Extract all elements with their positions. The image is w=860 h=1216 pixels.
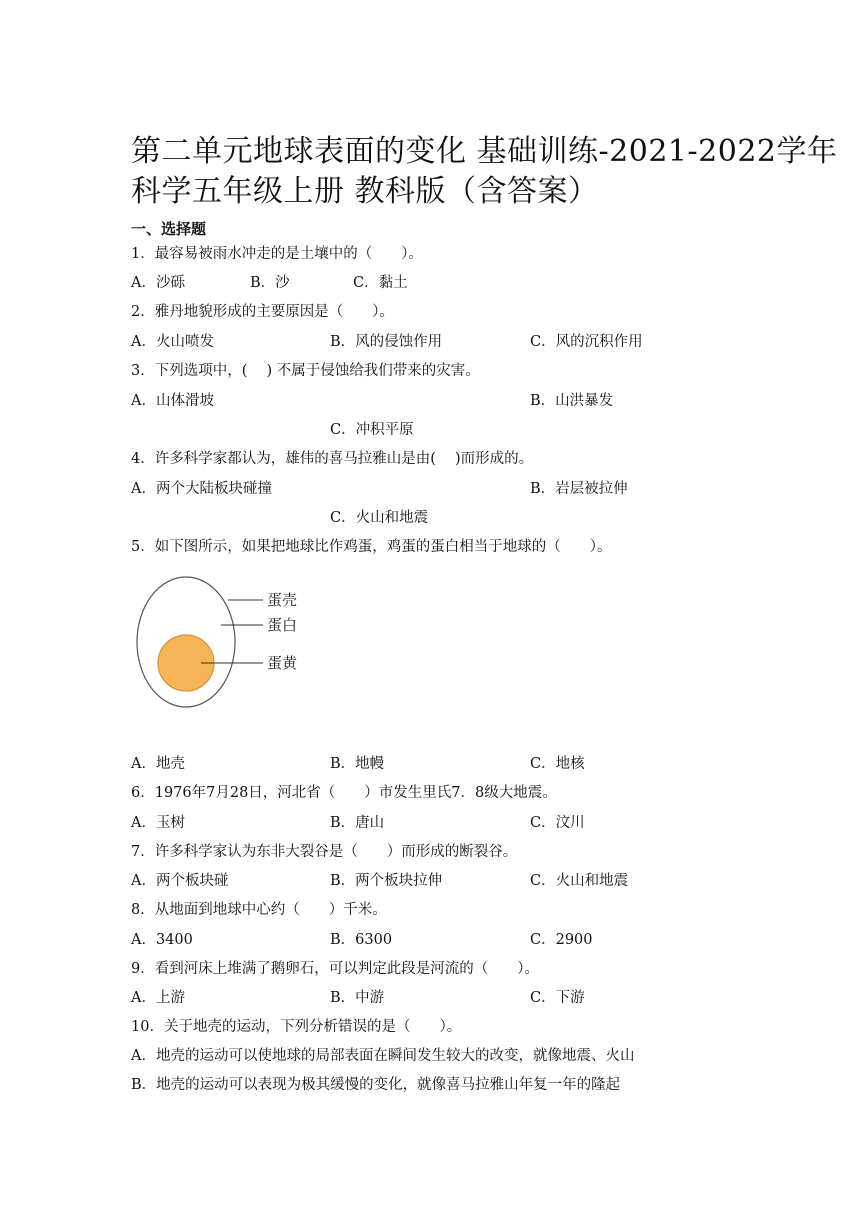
question-3-stem: 3．下列选项中，( ) 不属于侵蚀给我们带来的灾害。 xyxy=(131,363,480,379)
question-6-option-b: B．唐山 xyxy=(330,815,385,831)
question-5-option-c: C．地核 xyxy=(530,756,585,772)
egg-label-white: 蛋白 xyxy=(267,616,298,634)
question-8-option-a: A．3400 xyxy=(131,932,193,948)
question-3-option-b: B．山洪暴发 xyxy=(530,393,614,409)
question-7-stem: 7．许多科学家认为东非大裂谷是（ ）而形成的断裂谷。 xyxy=(131,844,518,860)
question-3-option-a: A．山体滑坡 xyxy=(131,393,214,409)
document-title-line-2: 科学五年级上册 教科版（含答案） xyxy=(131,174,599,209)
question-4-stem: 4．许多科学家都认为，雄伟的喜马拉雅山是由( )而形成的。 xyxy=(131,451,534,467)
egg-structure-diagram xyxy=(131,572,311,712)
question-8-option-b: B．6300 xyxy=(330,932,393,948)
question-10-option-b: B．地壳的运动可以表现为极其缓慢的变化，就像喜马拉雅山年复一年的隆起 xyxy=(131,1077,621,1093)
question-6-option-c: C．汶川 xyxy=(530,815,585,831)
question-1-option-b: B．沙 xyxy=(250,275,290,291)
question-10-option-a: A．地壳的运动可以使地球的局部表面在瞬间发生较大的改变，就像地震、火山 xyxy=(131,1048,635,1064)
question-6-option-a: A．玉树 xyxy=(131,815,185,831)
document-title-line-1: 第二单元地球表面的变化 基础训练-2021-2022学年 xyxy=(131,134,838,169)
question-4-option-a: A．两个大陆板块碰撞 xyxy=(131,481,272,497)
question-5-stem: 5．如下图所示，如果把地球比作鸡蛋，鸡蛋的蛋白相当于地球的（ ）。 xyxy=(131,539,612,555)
question-9-option-a: A．上游 xyxy=(131,990,185,1006)
question-2-option-b: B．风的侵蚀作用 xyxy=(330,334,443,350)
egg-label-shell: 蛋壳 xyxy=(267,591,298,609)
egg-label-yolk: 蛋黄 xyxy=(267,654,298,672)
question-9-option-c: C．下游 xyxy=(530,990,585,1006)
question-7-option-c: C．火山和地震 xyxy=(530,873,629,889)
question-10-stem: 10．关于地壳的运动，下列分析错误的是（ ）。 xyxy=(131,1019,462,1035)
question-4-option-c: C．火山和地震 xyxy=(330,510,429,526)
question-1-option-a: A．沙砾 xyxy=(131,275,185,291)
question-5-option-a: A．地壳 xyxy=(131,756,185,772)
question-2-option-c: C．风的沉积作用 xyxy=(530,334,643,350)
question-8-stem: 8．从地面到地球中心约（ ）千米。 xyxy=(131,902,387,918)
question-3-option-c: C．冲积平原 xyxy=(330,422,414,438)
question-5-option-b: B．地幔 xyxy=(330,756,385,772)
question-7-option-a: A．两个板块碰 xyxy=(131,873,229,889)
question-6-stem: 6．1976年7月28日，河北省（ ）市发生里氏7．8级大地震。 xyxy=(131,785,557,801)
question-1-stem: 1．最容易被雨水冲走的是土壤中的（ ）。 xyxy=(131,246,423,262)
question-1-option-c: C．黏土 xyxy=(353,275,408,291)
question-4-option-b: B．岩层被拉伸 xyxy=(530,481,628,497)
question-2-stem: 2．雅丹地貌形成的主要原因是（ ）。 xyxy=(131,304,394,320)
question-9-option-b: B．中游 xyxy=(330,990,385,1006)
question-2-option-a: A．火山喷发 xyxy=(131,334,214,350)
question-8-option-c: C．2900 xyxy=(530,932,593,948)
section-heading: 一、选择题 xyxy=(131,220,207,238)
question-9-stem: 9．看到河床上堆满了鹅卵石，可以判定此段是河流的（ ）。 xyxy=(131,961,539,977)
question-7-option-b: B．两个板块拉伸 xyxy=(330,873,443,889)
